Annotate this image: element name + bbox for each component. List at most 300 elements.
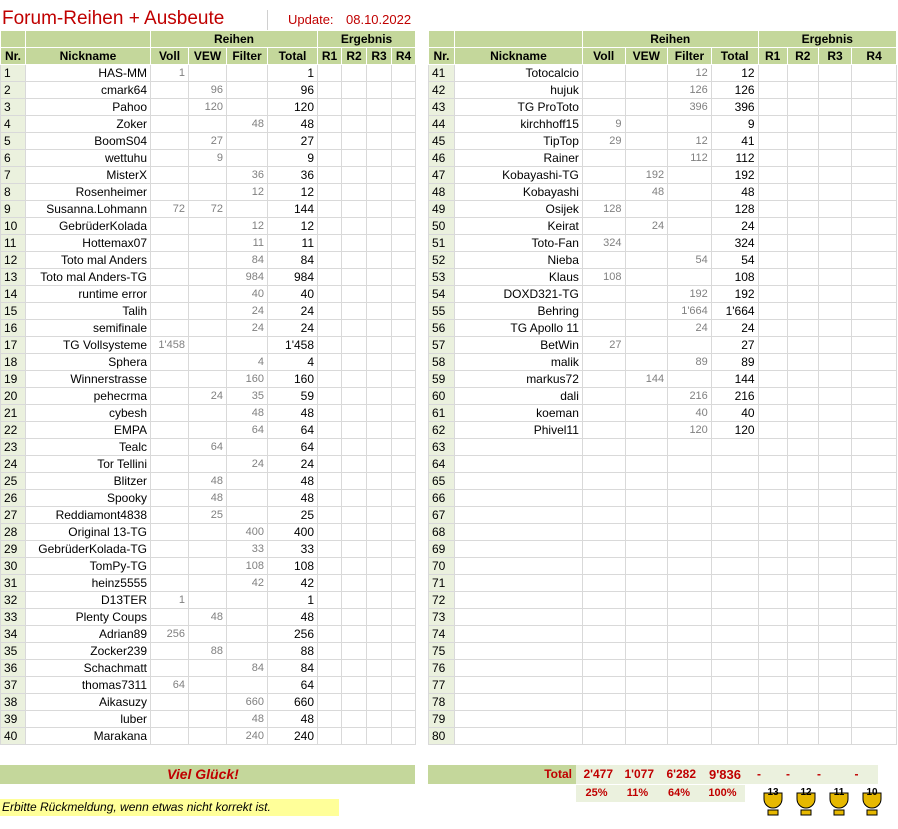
row-r4 bbox=[852, 167, 897, 184]
row-r1 bbox=[318, 660, 342, 677]
row-voll bbox=[151, 524, 189, 541]
row-r1 bbox=[758, 286, 787, 303]
row-voll bbox=[582, 507, 625, 524]
row-r3 bbox=[367, 65, 392, 82]
row-voll: 29 bbox=[582, 133, 625, 150]
row-r3 bbox=[818, 320, 851, 337]
row-nickname: Spooky bbox=[26, 490, 151, 507]
row-vew bbox=[625, 575, 668, 592]
table-row bbox=[1, 337, 416, 354]
row-r2 bbox=[787, 490, 818, 507]
row-r4 bbox=[392, 388, 416, 405]
table-row bbox=[429, 303, 897, 320]
row-nickname: luber bbox=[26, 711, 151, 728]
row-filter: 984 bbox=[227, 269, 268, 286]
row-filter: 108 bbox=[227, 558, 268, 575]
row-r3 bbox=[818, 235, 851, 252]
row-r3 bbox=[818, 371, 851, 388]
header-nr: Nr. bbox=[429, 48, 455, 65]
row-r1 bbox=[758, 252, 787, 269]
row-filter: 396 bbox=[668, 99, 712, 116]
row-filter: 12 bbox=[227, 184, 268, 201]
row-r1 bbox=[318, 439, 342, 456]
row-r4 bbox=[392, 201, 416, 218]
row-nr: 1 bbox=[1, 65, 26, 82]
row-r2 bbox=[787, 269, 818, 286]
row-total: 33 bbox=[268, 541, 318, 558]
row-nr: 33 bbox=[1, 609, 26, 626]
row-vew bbox=[189, 235, 227, 252]
row-r3 bbox=[367, 354, 392, 371]
table-row bbox=[429, 184, 897, 201]
row-r4 bbox=[852, 184, 897, 201]
row-r2 bbox=[787, 218, 818, 235]
table-row bbox=[429, 558, 897, 575]
row-r2 bbox=[342, 694, 367, 711]
row-r1 bbox=[758, 354, 787, 371]
row-r3 bbox=[818, 99, 851, 116]
row-r2 bbox=[787, 82, 818, 99]
row-nickname: dali bbox=[454, 388, 582, 405]
table-row bbox=[1, 728, 416, 745]
title-divider bbox=[267, 10, 268, 30]
row-nickname bbox=[454, 473, 582, 490]
header-r2: R2 bbox=[787, 48, 818, 65]
row-r4 bbox=[852, 150, 897, 167]
row-r2 bbox=[787, 507, 818, 524]
row-vew bbox=[625, 150, 668, 167]
row-r1 bbox=[318, 303, 342, 320]
row-filter: 89 bbox=[668, 354, 712, 371]
row-nr: 69 bbox=[429, 541, 455, 558]
row-voll bbox=[151, 218, 189, 235]
row-filter bbox=[227, 99, 268, 116]
row-filter: 1'664 bbox=[668, 303, 712, 320]
trophy-label: 10 bbox=[866, 787, 878, 798]
row-vew bbox=[625, 592, 668, 609]
row-r4 bbox=[852, 541, 897, 558]
row-filter: 36 bbox=[227, 167, 268, 184]
row-r3 bbox=[367, 82, 392, 99]
header-r4: R4 bbox=[852, 48, 897, 65]
row-filter: 84 bbox=[227, 252, 268, 269]
row-r1 bbox=[318, 235, 342, 252]
row-voll: 256 bbox=[151, 626, 189, 643]
row-nickname: Tor Tellini bbox=[26, 456, 151, 473]
table-row bbox=[429, 422, 897, 439]
row-filter bbox=[227, 677, 268, 694]
row-voll bbox=[582, 184, 625, 201]
row-r2 bbox=[342, 490, 367, 507]
row-r2 bbox=[342, 643, 367, 660]
row-filter bbox=[668, 456, 712, 473]
row-voll bbox=[151, 133, 189, 150]
row-filter bbox=[668, 677, 712, 694]
row-r3 bbox=[367, 286, 392, 303]
row-r2 bbox=[787, 524, 818, 541]
row-r3 bbox=[367, 558, 392, 575]
row-voll bbox=[582, 541, 625, 558]
row-total bbox=[711, 592, 758, 609]
row-voll: 27 bbox=[582, 337, 625, 354]
row-r4 bbox=[852, 575, 897, 592]
row-vew bbox=[625, 303, 668, 320]
row-vew bbox=[625, 524, 668, 541]
row-r2 bbox=[342, 626, 367, 643]
row-filter bbox=[668, 575, 712, 592]
pct-vew: 11% bbox=[617, 785, 658, 802]
row-filter bbox=[227, 337, 268, 354]
table-row bbox=[429, 541, 897, 558]
trophy-11-icon bbox=[830, 787, 848, 815]
table-row bbox=[1, 218, 416, 235]
row-voll bbox=[151, 728, 189, 745]
row-nr: 28 bbox=[1, 524, 26, 541]
row-r4 bbox=[392, 184, 416, 201]
row-nickname: Klaus bbox=[454, 269, 582, 286]
row-r4 bbox=[392, 422, 416, 439]
row-nr: 15 bbox=[1, 303, 26, 320]
row-voll bbox=[151, 167, 189, 184]
row-r1 bbox=[758, 507, 787, 524]
row-total: 256 bbox=[268, 626, 318, 643]
row-voll bbox=[151, 99, 189, 116]
header-r1: R1 bbox=[318, 48, 342, 65]
row-vew bbox=[189, 337, 227, 354]
row-nr: 77 bbox=[429, 677, 455, 694]
row-r4 bbox=[392, 728, 416, 745]
total-r4: - bbox=[835, 765, 878, 784]
row-total: 48 bbox=[268, 711, 318, 728]
table-row bbox=[429, 626, 897, 643]
row-nr: 35 bbox=[1, 643, 26, 660]
row-r4 bbox=[392, 286, 416, 303]
table-row bbox=[429, 575, 897, 592]
row-r1 bbox=[758, 269, 787, 286]
row-r2 bbox=[787, 592, 818, 609]
total-r2: - bbox=[773, 765, 803, 784]
row-r4 bbox=[392, 643, 416, 660]
row-filter: 660 bbox=[227, 694, 268, 711]
row-r4 bbox=[852, 303, 897, 320]
row-vew bbox=[189, 218, 227, 235]
row-r4 bbox=[392, 439, 416, 456]
row-vew bbox=[189, 65, 227, 82]
row-nickname: Aikasuzy bbox=[26, 694, 151, 711]
row-voll bbox=[582, 609, 625, 626]
row-r3 bbox=[367, 507, 392, 524]
row-r1 bbox=[758, 660, 787, 677]
table-row bbox=[1, 677, 416, 694]
table-row bbox=[1, 371, 416, 388]
row-r3 bbox=[367, 626, 392, 643]
row-nr: 54 bbox=[429, 286, 455, 303]
row-total: 240 bbox=[268, 728, 318, 745]
row-r2 bbox=[787, 184, 818, 201]
row-r1 bbox=[758, 609, 787, 626]
table-row bbox=[429, 490, 897, 507]
row-r4 bbox=[852, 660, 897, 677]
row-filter bbox=[668, 218, 712, 235]
row-vew bbox=[625, 116, 668, 133]
row-filter: 42 bbox=[227, 575, 268, 592]
row-total bbox=[711, 677, 758, 694]
row-nr: 62 bbox=[429, 422, 455, 439]
row-nr: 21 bbox=[1, 405, 26, 422]
row-r4 bbox=[852, 558, 897, 575]
row-nr: 78 bbox=[429, 694, 455, 711]
trophy-10-icon bbox=[863, 787, 881, 815]
row-voll bbox=[582, 728, 625, 745]
row-filter bbox=[668, 473, 712, 490]
row-r1 bbox=[758, 184, 787, 201]
row-vew bbox=[625, 422, 668, 439]
row-nr: 24 bbox=[1, 456, 26, 473]
row-r2 bbox=[342, 473, 367, 490]
row-r4 bbox=[852, 507, 897, 524]
row-vew bbox=[625, 82, 668, 99]
row-total: 12 bbox=[711, 65, 758, 82]
row-r3 bbox=[367, 116, 392, 133]
row-nr: 2 bbox=[1, 82, 26, 99]
table-row bbox=[429, 456, 897, 473]
row-total: 1 bbox=[268, 65, 318, 82]
row-nr: 49 bbox=[429, 201, 455, 218]
row-r3 bbox=[818, 252, 851, 269]
row-vew bbox=[189, 711, 227, 728]
row-voll bbox=[151, 388, 189, 405]
row-r3 bbox=[818, 711, 851, 728]
row-nickname: Keirat bbox=[454, 218, 582, 235]
row-r4 bbox=[852, 473, 897, 490]
table-row bbox=[429, 150, 897, 167]
row-total bbox=[711, 456, 758, 473]
row-voll bbox=[151, 150, 189, 167]
row-r2 bbox=[787, 337, 818, 354]
row-voll bbox=[582, 99, 625, 116]
row-r1 bbox=[758, 235, 787, 252]
row-r2 bbox=[787, 65, 818, 82]
row-r4 bbox=[852, 626, 897, 643]
update-label: Update: bbox=[288, 12, 334, 27]
row-r1 bbox=[318, 99, 342, 116]
table-row bbox=[429, 405, 897, 422]
row-r4 bbox=[392, 490, 416, 507]
row-r1 bbox=[318, 711, 342, 728]
row-r1 bbox=[758, 626, 787, 643]
row-r3 bbox=[818, 456, 851, 473]
row-nickname: Toto mal Anders bbox=[26, 252, 151, 269]
table-row bbox=[1, 558, 416, 575]
row-vew bbox=[625, 388, 668, 405]
row-filter: 24 bbox=[668, 320, 712, 337]
row-nr: 41 bbox=[429, 65, 455, 82]
row-filter: 112 bbox=[668, 150, 712, 167]
row-nr: 47 bbox=[429, 167, 455, 184]
update-date: 08.10.2022 bbox=[346, 12, 412, 27]
row-vew bbox=[189, 694, 227, 711]
pct-total: 100% bbox=[700, 785, 745, 802]
row-r2 bbox=[342, 252, 367, 269]
feedback-note: Erbitte Rückmeldung, wenn etwas nicht korrekt ist. bbox=[0, 799, 339, 816]
row-nr: 26 bbox=[1, 490, 26, 507]
row-r2 bbox=[787, 201, 818, 218]
row-r1 bbox=[318, 65, 342, 82]
table-row bbox=[429, 167, 897, 184]
row-r3 bbox=[818, 694, 851, 711]
table-row bbox=[1, 184, 416, 201]
row-r3 bbox=[818, 728, 851, 745]
row-r2 bbox=[787, 541, 818, 558]
row-vew: 72 bbox=[189, 201, 227, 218]
row-r1 bbox=[318, 473, 342, 490]
row-r4 bbox=[392, 218, 416, 235]
row-r4 bbox=[392, 575, 416, 592]
table-row bbox=[429, 388, 897, 405]
row-voll: 72 bbox=[151, 201, 189, 218]
row-voll bbox=[582, 439, 625, 456]
row-nickname: GebrüderKolada-TG bbox=[26, 541, 151, 558]
table-row bbox=[429, 133, 897, 150]
header-r3: R3 bbox=[818, 48, 851, 65]
row-vew bbox=[189, 371, 227, 388]
row-nr: 74 bbox=[429, 626, 455, 643]
row-r2 bbox=[787, 235, 818, 252]
row-r3 bbox=[818, 643, 851, 660]
row-voll bbox=[151, 354, 189, 371]
row-r3 bbox=[367, 150, 392, 167]
row-r2 bbox=[787, 575, 818, 592]
row-nickname: Hottemax07 bbox=[26, 235, 151, 252]
row-nr: 46 bbox=[429, 150, 455, 167]
row-filter bbox=[227, 592, 268, 609]
row-nickname: Original 13-TG bbox=[26, 524, 151, 541]
row-total: 400 bbox=[268, 524, 318, 541]
trophy-12-icon bbox=[797, 787, 815, 815]
table-row bbox=[429, 711, 897, 728]
row-nickname bbox=[454, 728, 582, 745]
row-r3 bbox=[367, 711, 392, 728]
row-filter: 126 bbox=[668, 82, 712, 99]
row-nickname: Zocker239 bbox=[26, 643, 151, 660]
row-vew bbox=[189, 354, 227, 371]
table-row bbox=[429, 728, 897, 745]
row-r3 bbox=[818, 592, 851, 609]
row-nr: 76 bbox=[429, 660, 455, 677]
table-row bbox=[1, 422, 416, 439]
row-voll bbox=[582, 371, 625, 388]
row-r4 bbox=[392, 150, 416, 167]
row-nickname: Kobayashi bbox=[454, 184, 582, 201]
row-nickname bbox=[454, 507, 582, 524]
row-vew bbox=[625, 235, 668, 252]
table-right bbox=[428, 30, 897, 745]
row-r3 bbox=[818, 150, 851, 167]
row-nickname: cybesh bbox=[26, 405, 151, 422]
row-r4 bbox=[392, 252, 416, 269]
table-row bbox=[1, 490, 416, 507]
row-r3 bbox=[818, 201, 851, 218]
row-voll bbox=[582, 150, 625, 167]
row-r3 bbox=[818, 677, 851, 694]
row-r1 bbox=[318, 677, 342, 694]
row-voll bbox=[151, 252, 189, 269]
row-r2 bbox=[787, 643, 818, 660]
row-r2 bbox=[342, 592, 367, 609]
row-total: 120 bbox=[711, 422, 758, 439]
row-r4 bbox=[392, 558, 416, 575]
row-vew: 25 bbox=[189, 507, 227, 524]
row-total bbox=[711, 694, 758, 711]
row-r1 bbox=[758, 643, 787, 660]
row-nickname: Winnerstrasse bbox=[26, 371, 151, 388]
row-total: 112 bbox=[711, 150, 758, 167]
row-r4 bbox=[392, 609, 416, 626]
table-row bbox=[429, 252, 897, 269]
row-r3 bbox=[367, 473, 392, 490]
table-row bbox=[1, 133, 416, 150]
row-nickname: TG ProToto bbox=[454, 99, 582, 116]
header-total: Total bbox=[711, 48, 758, 65]
row-nr: 43 bbox=[429, 99, 455, 116]
row-filter bbox=[227, 439, 268, 456]
table-row bbox=[1, 150, 416, 167]
row-nickname: Rainer bbox=[454, 150, 582, 167]
row-nickname: Osijek bbox=[454, 201, 582, 218]
row-voll bbox=[151, 643, 189, 660]
row-r3 bbox=[367, 388, 392, 405]
row-r3 bbox=[818, 405, 851, 422]
row-r3 bbox=[367, 133, 392, 150]
row-r3 bbox=[367, 456, 392, 473]
row-nr: 16 bbox=[1, 320, 26, 337]
row-r4 bbox=[392, 626, 416, 643]
row-r3 bbox=[367, 269, 392, 286]
row-filter: 11 bbox=[227, 235, 268, 252]
row-total bbox=[711, 541, 758, 558]
table-row bbox=[429, 507, 897, 524]
row-r4 bbox=[852, 694, 897, 711]
table-row bbox=[1, 269, 416, 286]
row-r1 bbox=[318, 694, 342, 711]
table-row bbox=[429, 201, 897, 218]
row-voll bbox=[151, 439, 189, 456]
good-luck-text: Viel Glück! bbox=[167, 766, 239, 782]
row-voll bbox=[582, 592, 625, 609]
row-total: 128 bbox=[711, 201, 758, 218]
row-r2 bbox=[787, 558, 818, 575]
row-filter bbox=[668, 269, 712, 286]
row-r1 bbox=[758, 99, 787, 116]
row-nr: 18 bbox=[1, 354, 26, 371]
row-vew bbox=[625, 201, 668, 218]
row-filter bbox=[668, 626, 712, 643]
row-r4 bbox=[852, 99, 897, 116]
row-r2 bbox=[342, 167, 367, 184]
row-filter bbox=[227, 507, 268, 524]
row-r3 bbox=[367, 235, 392, 252]
row-nickname: TipTop bbox=[454, 133, 582, 150]
row-vew bbox=[625, 694, 668, 711]
row-r3 bbox=[367, 371, 392, 388]
row-r2 bbox=[342, 354, 367, 371]
row-voll bbox=[582, 82, 625, 99]
row-r3 bbox=[367, 167, 392, 184]
row-r2 bbox=[342, 422, 367, 439]
row-nr: 27 bbox=[1, 507, 26, 524]
row-nickname: Zoker bbox=[26, 116, 151, 133]
row-nr: 39 bbox=[1, 711, 26, 728]
